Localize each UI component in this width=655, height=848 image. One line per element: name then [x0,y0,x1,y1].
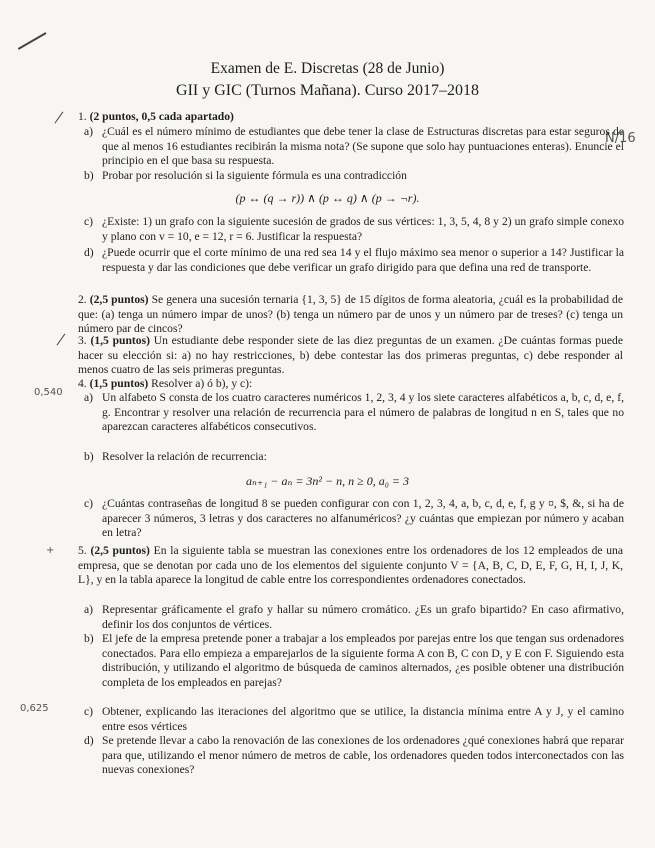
question-text: En la siguiente tabla se muestran las conexiones entre los ordenadores de los 12 empleados de una empresa, que se denotan por cada uno de los elementos del siguiente conjunto V = {A, B, C, D, E, F, G, H, I, J, K, L}, y en la tabla aparece la longitud de cable entre los correspondientes ordenadores conectados. [78,544,623,587]
question-5c [84,705,624,734]
question-1a [84,125,624,169]
question-1d [84,246,624,275]
item-label: b) [84,450,94,463]
item-text: ¿Cuál es el número mínimo de estudiantes que debe tener la clase de Estructuras discretas para estar seguros de que al menos 16 estudiantes recibirán la misma nota? (Se supone que solo hay puntuaciones enteras). Enuncie el principio en el que basa su respuesta. [102,125,624,168]
pen-mark [18,32,46,49]
exam-title: Examen de E. Discretas (28 de Junio) [210,60,445,77]
item-text: Obtener, explicando las iteraciones del algoritmo que se utilice, la distancia mínima entre A y J, y el camino entre esos vértices [102,705,624,733]
question-number: 2. [78,293,87,306]
item-text: El jefe de la empresa pretende poner a trabajar a los empleados por parejas entre los que tengan sus ordenadores conectados. Para ello empieza a emparejarlos de la siguiente forma A con B, C con D, y E con F. Siguiendo esta distribución, y utilizando el algoritmo de búsqueda de caminos alternados, ¿es posible obtener una distribución completa de los empleados en parejas? [102,632,624,689]
item-label: d) [84,246,94,259]
item-label: d) [84,734,94,747]
question-heading: (2 puntos, 0,5 cada apartado) [89,110,234,123]
question-text: Resolver a) ó b), y c): [151,377,253,390]
item-label: b) [84,169,94,182]
question-5b [84,632,624,690]
formula: aₙ₊₁ − aₙ = 3n² − n, n ≥ 0, a₀ = 3 [246,474,409,488]
question-5d [84,734,624,778]
item-label: c) [84,215,94,228]
question-number: 1. [78,110,87,123]
exam-subtitle: GII y GIC (Turnos Mañana). Curso 2017–2018 [176,82,479,99]
item-text: ¿Cuántas contraseñas de longitud 8 se pueden configurar con con 1, 2, 3, 4, a, b, c, d, e, f, g y ¤, $, &, si ha de aparecer 3 números, 3 letras y dos caracteres no alfanuméricos? ¿y cuántas que empiezan por número y acaban en letra? [102,497,624,540]
item-label: c) [84,705,94,718]
question-4b [84,450,624,465]
question-heading: (1,5 puntos) [89,377,149,390]
item-text: Un alfabeto S consta de los cuatro caracteres numéricos 1, 2, 3, 4 y los siete caracteres alfabéticos a, b, c, d, e, f, g. Encontrar y resolver una relación de recurrencia para el número de palabras de longitud n en S, tales que no aparezcan caracteres alfabéticos consecutivos. [102,391,624,434]
margin-note: N/16 [605,131,636,146]
margin-note: 0,540 [34,387,63,398]
question-2 [78,293,623,337]
question-5a [84,603,624,632]
item-label: b) [84,632,94,645]
item-text: ¿Puede ocurrir que el corte mínimo de una red sea 14 y el flujo máximo sea menor o superior a 14? Justificar la respuesta y dar las condiciones que debe verificar un grafo dirigido para que defina una red de transporte. [102,246,624,274]
item-text: Probar por resolución si la siguiente fórmula es una contradicción [102,169,407,182]
formula: (p ↔ (q → r)) ∧ (p ↔ q) ∧ (p → ¬r). [235,191,420,205]
question-3 [78,334,623,378]
item-label: c) [84,497,94,510]
item-text: Resolver la relación de recurrencia: [102,450,267,463]
margin-note: + [46,545,55,556]
item-text: Se pretende llevar a cabo la renovación de las conexiones de los ordenadores ¿qué conexiones habrá que reparar para que, utilizando el menor número de metros de cable, los ordenadores queden todos interconectados con las nuevas conexiones? [102,734,624,777]
item-label: a) [84,391,94,404]
question-number: 4. [78,377,87,390]
question-4a [84,391,624,435]
margin-note: 0,625 [20,703,49,714]
item-text: ¿Existe: 1) un grafo con la siguiente sucesión de grados de sus vértices: 1, 3, 5, 4, 8 y 2) un grafo simple conexo y plano con v = 10, e = 12, r = 6. Justificar la respuesta? [102,215,624,243]
question-4 [78,377,623,392]
question-heading: (1,5 puntos) [90,334,150,347]
item-label: a) [84,125,94,138]
question-text: Un estudiante debe responder siete de las diez preguntas de un examen. ¿De cuántas formas puede hacer su elección si: a) no hay restricciones, b) debe contestar las dos primeras preguntas, c) debe responder al menos cuatro de las seis primeras preguntas. [78,334,623,377]
question-4c [84,497,624,541]
question-5 [78,544,623,588]
question-1b [84,169,624,184]
question-1 [78,110,623,125]
question-1c [84,215,624,244]
question-number: 3. [78,334,87,347]
question-heading: (2,5 puntos) [89,293,149,306]
question-heading: (2,5 puntos) [90,544,150,557]
item-label: a) [84,603,94,616]
question-number: 5. [78,544,87,557]
check-mark [56,334,65,346]
question-text: Se genera una sucesión ternaria {1, 3, 5} de 15 dígitos de forma aleatoria, ¿cuál es la probabilidad de que: (a) tenga un número impar de unos? (b) tenga un número par de unos y un número par de treses? (c) tenga un número par de cincos? [78,293,623,336]
item-text: Representar gráficamente el grafo y hallar su número cromático. ¿Es un grafo bipartido? En caso afirmativo, definir los dos conjuntos de vértices. [102,603,624,631]
check-mark [54,112,63,124]
